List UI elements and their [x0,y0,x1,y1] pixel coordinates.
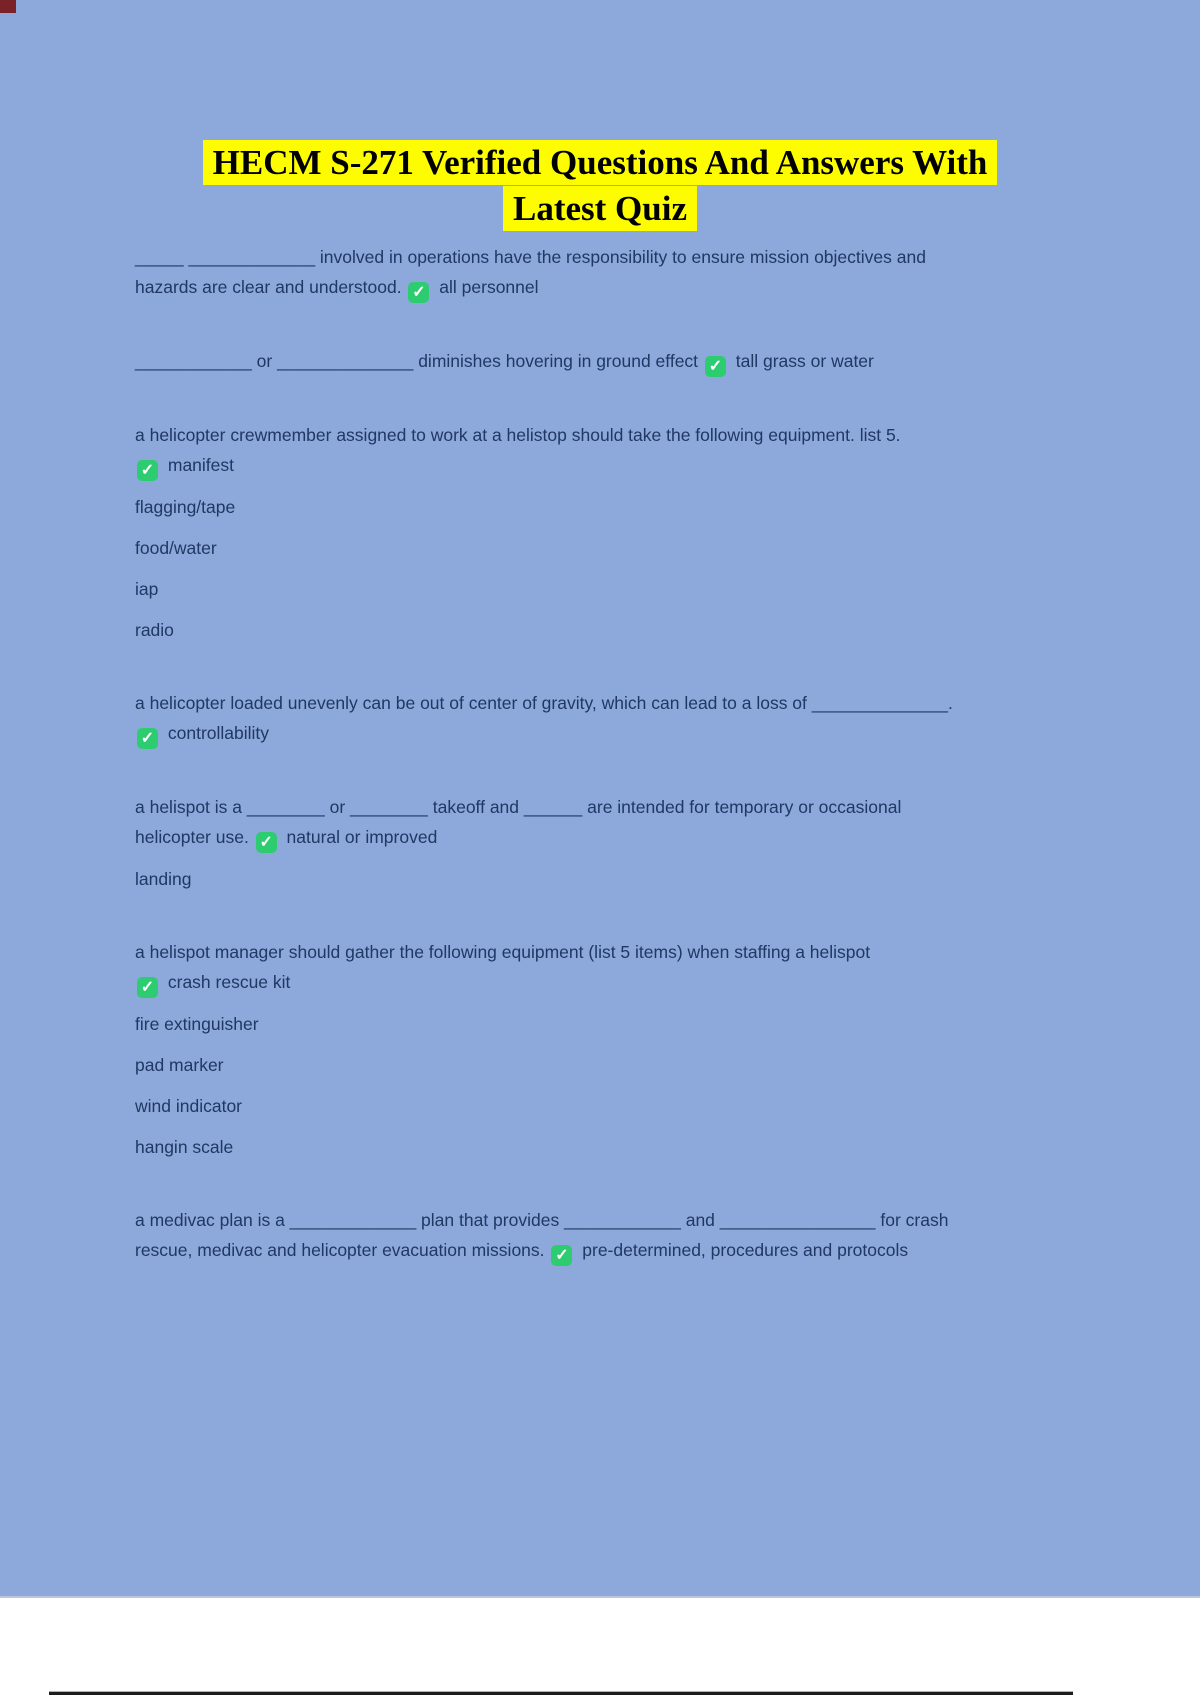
corner-red-mark [0,0,16,13]
question-5 [135,792,1075,853]
question-7 [135,1205,1075,1266]
qa-text: rescue, medivac and helicopter evacuation missions. [135,1240,550,1260]
question-6 [135,937,1075,998]
checkmark-icon [551,1245,572,1266]
checkmark-icon [705,356,726,377]
qa-text: tall grass or water [730,351,874,371]
qa-text: ____________ or ______________ diminishes hovering in ground effect [135,351,703,371]
answer-item [135,574,1075,604]
answer-item [135,492,1075,522]
check-glyph: ✓ [140,979,155,996]
qa-text: a medivac plan is a _____________ plan that provides ____________ and ________________ for crash [135,1210,949,1230]
qa-text: hazards are clear and understood. [135,277,407,297]
qa-text: crash rescue kit [163,972,291,992]
qa-text: a helispot manager should gather the following equipment (list 5 items) when staffing a helispot [135,942,871,962]
check-glyph: ✓ [140,730,155,747]
question-3 [135,420,1075,481]
check-glyph: ✓ [412,284,426,301]
title-highlight: Latest Quiz [503,186,697,231]
answer-item [135,864,1075,894]
qa-text: _____ _____________ involved in operations have the responsibility to ensure mission objectives and [135,247,926,267]
title-line-1 [0,140,1200,186]
answer-item [135,1050,1075,1080]
qa-text: helicopter use. [135,827,254,847]
qa-text: food/water [135,538,217,558]
check-glyph: ✓ [708,358,723,375]
qa-text: landing [135,869,192,889]
qa-text: a helispot is a ________ or ________ takeoff and ______ are intended for temporary or occasional [135,797,902,817]
check-glyph: ✓ [259,834,273,851]
answer-item [135,1091,1075,1121]
qa-text: pad marker [135,1055,224,1075]
question-4 [135,688,1075,749]
question-2 [135,346,1075,377]
qa-text: a helicopter crewmember assigned to work at a helistop should take the following equipment. list 5. [135,425,901,445]
qa-text: manifest [163,455,234,475]
qa-text: fire extinguisher [135,1014,259,1034]
footer-divider [49,1691,1073,1695]
qa-text: flagging/tape [135,497,236,517]
answer-item [135,533,1075,563]
answer-item [135,1009,1075,1039]
qa-text: hangin scale [135,1137,234,1157]
checkmark-icon [256,832,277,853]
title-highlight: HECM S-271 Verified Questions And Answers With [203,140,998,185]
qa-text: all personnel [434,277,539,297]
qa-text: a helicopter loaded unevenly can be out of center of gravity, which can lead to a loss of ______________. [135,693,953,713]
answer-item [135,615,1075,645]
checkmark-icon [137,460,158,481]
check-glyph: ✓ [140,462,155,479]
checkmark-icon [137,728,158,749]
qa-list [135,242,1075,1266]
qa-text: radio [135,620,174,640]
qa-text: wind indicator [135,1096,242,1116]
checkmark-icon [137,977,158,998]
answer-item [135,1132,1075,1162]
question-1 [135,242,1075,303]
checkmark-icon [408,282,429,303]
qa-text: controllability [163,723,270,743]
title-line-2 [0,186,1200,232]
check-glyph: ✓ [555,1247,569,1264]
qa-text: pre-determined, procedures and protocols [577,1240,909,1260]
qa-text: natural or improved [281,827,438,847]
page-title [0,140,1200,232]
qa-text: iap [135,579,159,599]
